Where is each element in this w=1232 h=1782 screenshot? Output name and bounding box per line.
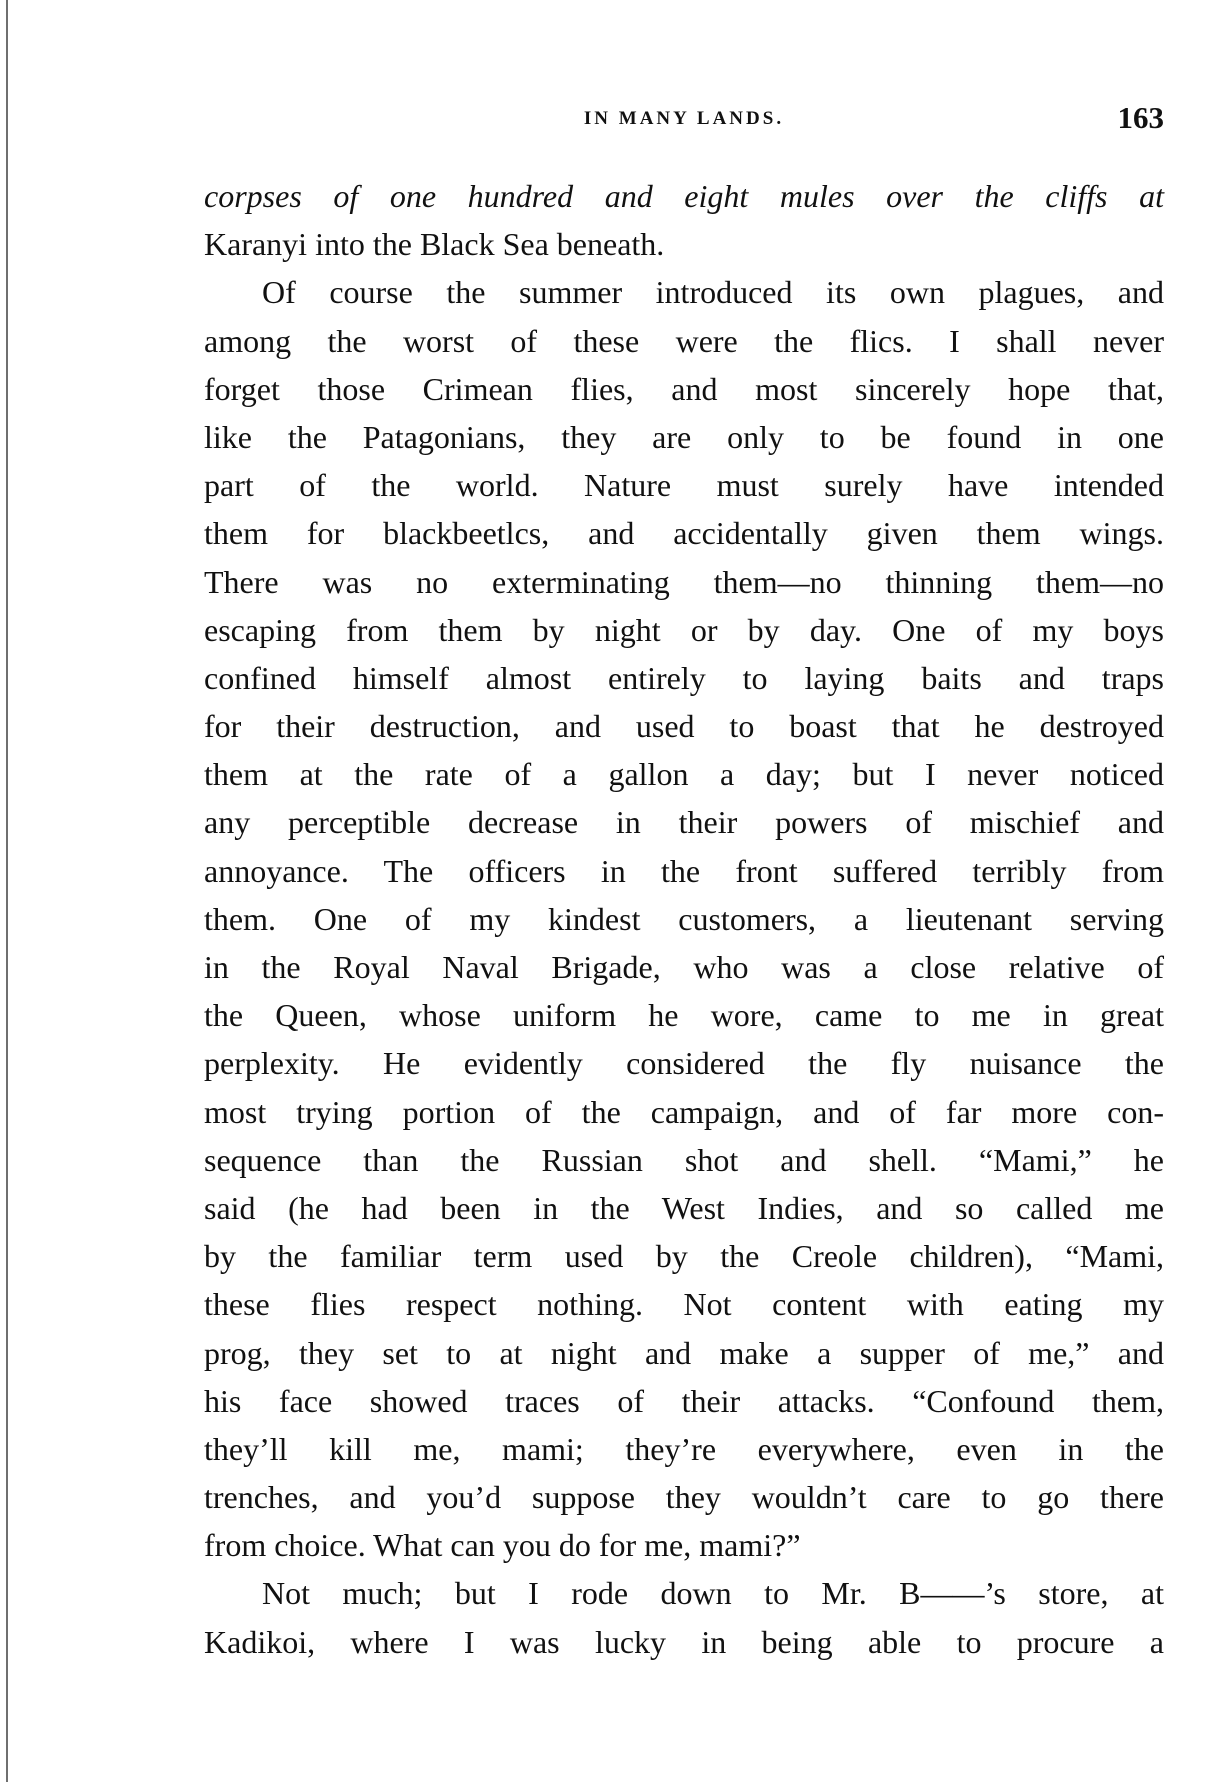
text-line: Karanyi into the Black Sea beneath. <box>204 226 665 263</box>
text-line: any perceptible decrease in their powers of mischief and <box>204 804 1164 841</box>
text-line: prog, they set to at night and make a supper of me,” and <box>204 1334 1164 1371</box>
text-line: his face showed traces of their attacks. “Confound them, <box>204 1382 1164 1419</box>
scan-edge-line <box>6 0 8 1782</box>
text-line: escaping from them by night or by day. One of my boys <box>204 611 1164 648</box>
text-line: these flies respect nothing. Not content with eating my <box>204 1286 1164 1323</box>
text-line: Kadikoi, where I was lucky in being able to procure a <box>204 1623 1164 1660</box>
text-line: most trying portion of the campaign, and of far more con- <box>204 1093 1164 1130</box>
text-line: said (he had been in the West Indies, and so called me <box>204 1189 1164 1226</box>
text-line: them for blackbeetlcs, and accidentally given them wings. <box>204 515 1164 552</box>
text-line: for their destruction, and used to boast that he destroyed <box>204 708 1164 745</box>
text-line: like the Patagonians, they are only to be found in one <box>204 418 1164 455</box>
text-line: perplexity. He evidently considered the fly nuisance the <box>204 1045 1164 1082</box>
text-line: trenches, and you’d suppose they wouldn’t care to go there <box>204 1479 1164 1516</box>
text-line: part of the world. Nature must surely have intended <box>204 467 1164 504</box>
text-line: the Queen, whose uniform he wore, came to me in great <box>204 997 1164 1034</box>
page-header <box>204 100 1164 140</box>
text-line: There was no exterminating them—no thinning them—no <box>204 563 1164 600</box>
text-line: Of course the summer introduced its own plagues, and <box>262 274 1164 311</box>
text-line: confined himself almost entirely to laying baits and traps <box>204 659 1164 696</box>
text-line: annoyance. The officers in the front suffered terribly from <box>204 852 1164 889</box>
text-line: Not much; but I rode down to Mr. B——’s store, at <box>262 1575 1164 1612</box>
text-line: them. One of my kindest customers, a lieutenant serving <box>204 900 1164 937</box>
text-line: sequence than the Russian shot and shell. “Mami,” he <box>204 1141 1164 1178</box>
page-number: 163 <box>1117 100 1164 135</box>
text-line: in the Royal Naval Brigade, who was a close relative of <box>204 949 1164 985</box>
text-line: corpses of one hundred and eight mules over the cliffs at <box>204 178 1164 214</box>
body-text <box>204 172 1164 1666</box>
text-line: by the familiar term used by the Creole children), “Mami, <box>204 1238 1164 1275</box>
running-head: IN MANY LANDS. <box>583 108 785 129</box>
text-line: they’ll kill me, mami; they’re everywhere, even in the <box>204 1430 1164 1467</box>
text-line: them at the rate of a gallon a day; but I never noticed <box>204 756 1164 793</box>
text-line: from choice. What can you do for me, mami?” <box>204 1527 801 1564</box>
text-line: among the worst of these were the flics. I shall never <box>204 322 1164 359</box>
text-line: forget those Crimean flies, and most sincerely hope that, <box>204 370 1164 407</box>
